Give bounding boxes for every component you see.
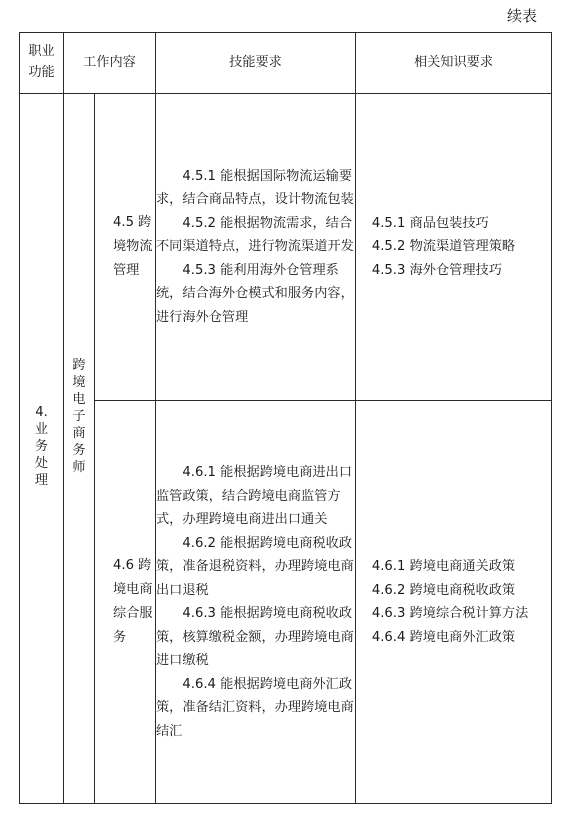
continued-label: 续表: [506, 7, 537, 25]
table-row: [20, 401, 552, 804]
skill-item: 4.6.1 能根据跨境电商进出口监管政策，结合跨境电商监管方式，办理跨境电商进出口通关: [156, 465, 353, 527]
skill-item: 4.5.1 能根据国际物流运输要求，结合商品特点，设计物流包装: [156, 168, 354, 208]
header-knowledge-requirements: 相关知识要求: [356, 33, 552, 94]
table-row: [20, 94, 552, 401]
header-work-content: 工作内容: [64, 33, 156, 94]
skill-item: 4.6.4 能根据跨境电商外汇政策，准备结汇资料，办理跨境电商结汇: [156, 676, 354, 739]
knowledge-cell: [356, 94, 552, 401]
function-cell: [20, 94, 64, 804]
knowledge-item: 4.6.3 跨境综合税计算方法: [371, 606, 529, 621]
header-function: 职业功能: [20, 33, 64, 94]
requirements-table: [19, 32, 552, 804]
skills-cell: [156, 94, 356, 401]
function-label: 4. 业务处理: [34, 405, 49, 489]
knowledge-item: 4.6.2 跨境电商税收政策: [371, 582, 516, 598]
sub-content-cell: [95, 94, 156, 401]
skill-item: 4.5.3 能利用海外仓管理系统，结合海外仓模式和服务内容，进行海外仓管理: [156, 262, 354, 325]
skills-cell: [156, 401, 356, 804]
header-skill-requirements: 技能要求: [156, 33, 356, 94]
knowledge-item: 4.6.1 跨境电商通关政策: [371, 559, 516, 574]
role-label: 跨境电子商务师: [72, 358, 86, 476]
knowledge-item: 4.5.1 商品包装技巧: [371, 215, 489, 231]
knowledge-item: 4.6.4 跨境电商外汇政策: [371, 629, 516, 645]
skill-item: 4.6.2 能根据跨境电商税收政策，准备退税资料，办理跨境电商出口退税: [156, 535, 354, 598]
header-row: [20, 33, 552, 94]
knowledge-item: 4.5.3 海外仓管理技巧: [371, 262, 502, 278]
knowledge-cell: [356, 401, 552, 804]
skill-item: 4.5.2 能根据物流需求，结合不同渠道特点，进行物流渠道开发: [156, 215, 354, 255]
sub-content-cell: [95, 401, 156, 804]
knowledge-item: 4.5.2 物流渠道管理策略: [371, 239, 516, 255]
role-cell: [64, 94, 95, 804]
skill-item: 4.6.3 能根据跨境电商税收政策，核算缴税金额，办理跨境电商进口缴税: [156, 606, 354, 668]
sub-content-label: 4.5 跨境物流管理: [113, 215, 153, 278]
sub-content-label: 4.6 跨境电商综合服务: [113, 558, 153, 645]
